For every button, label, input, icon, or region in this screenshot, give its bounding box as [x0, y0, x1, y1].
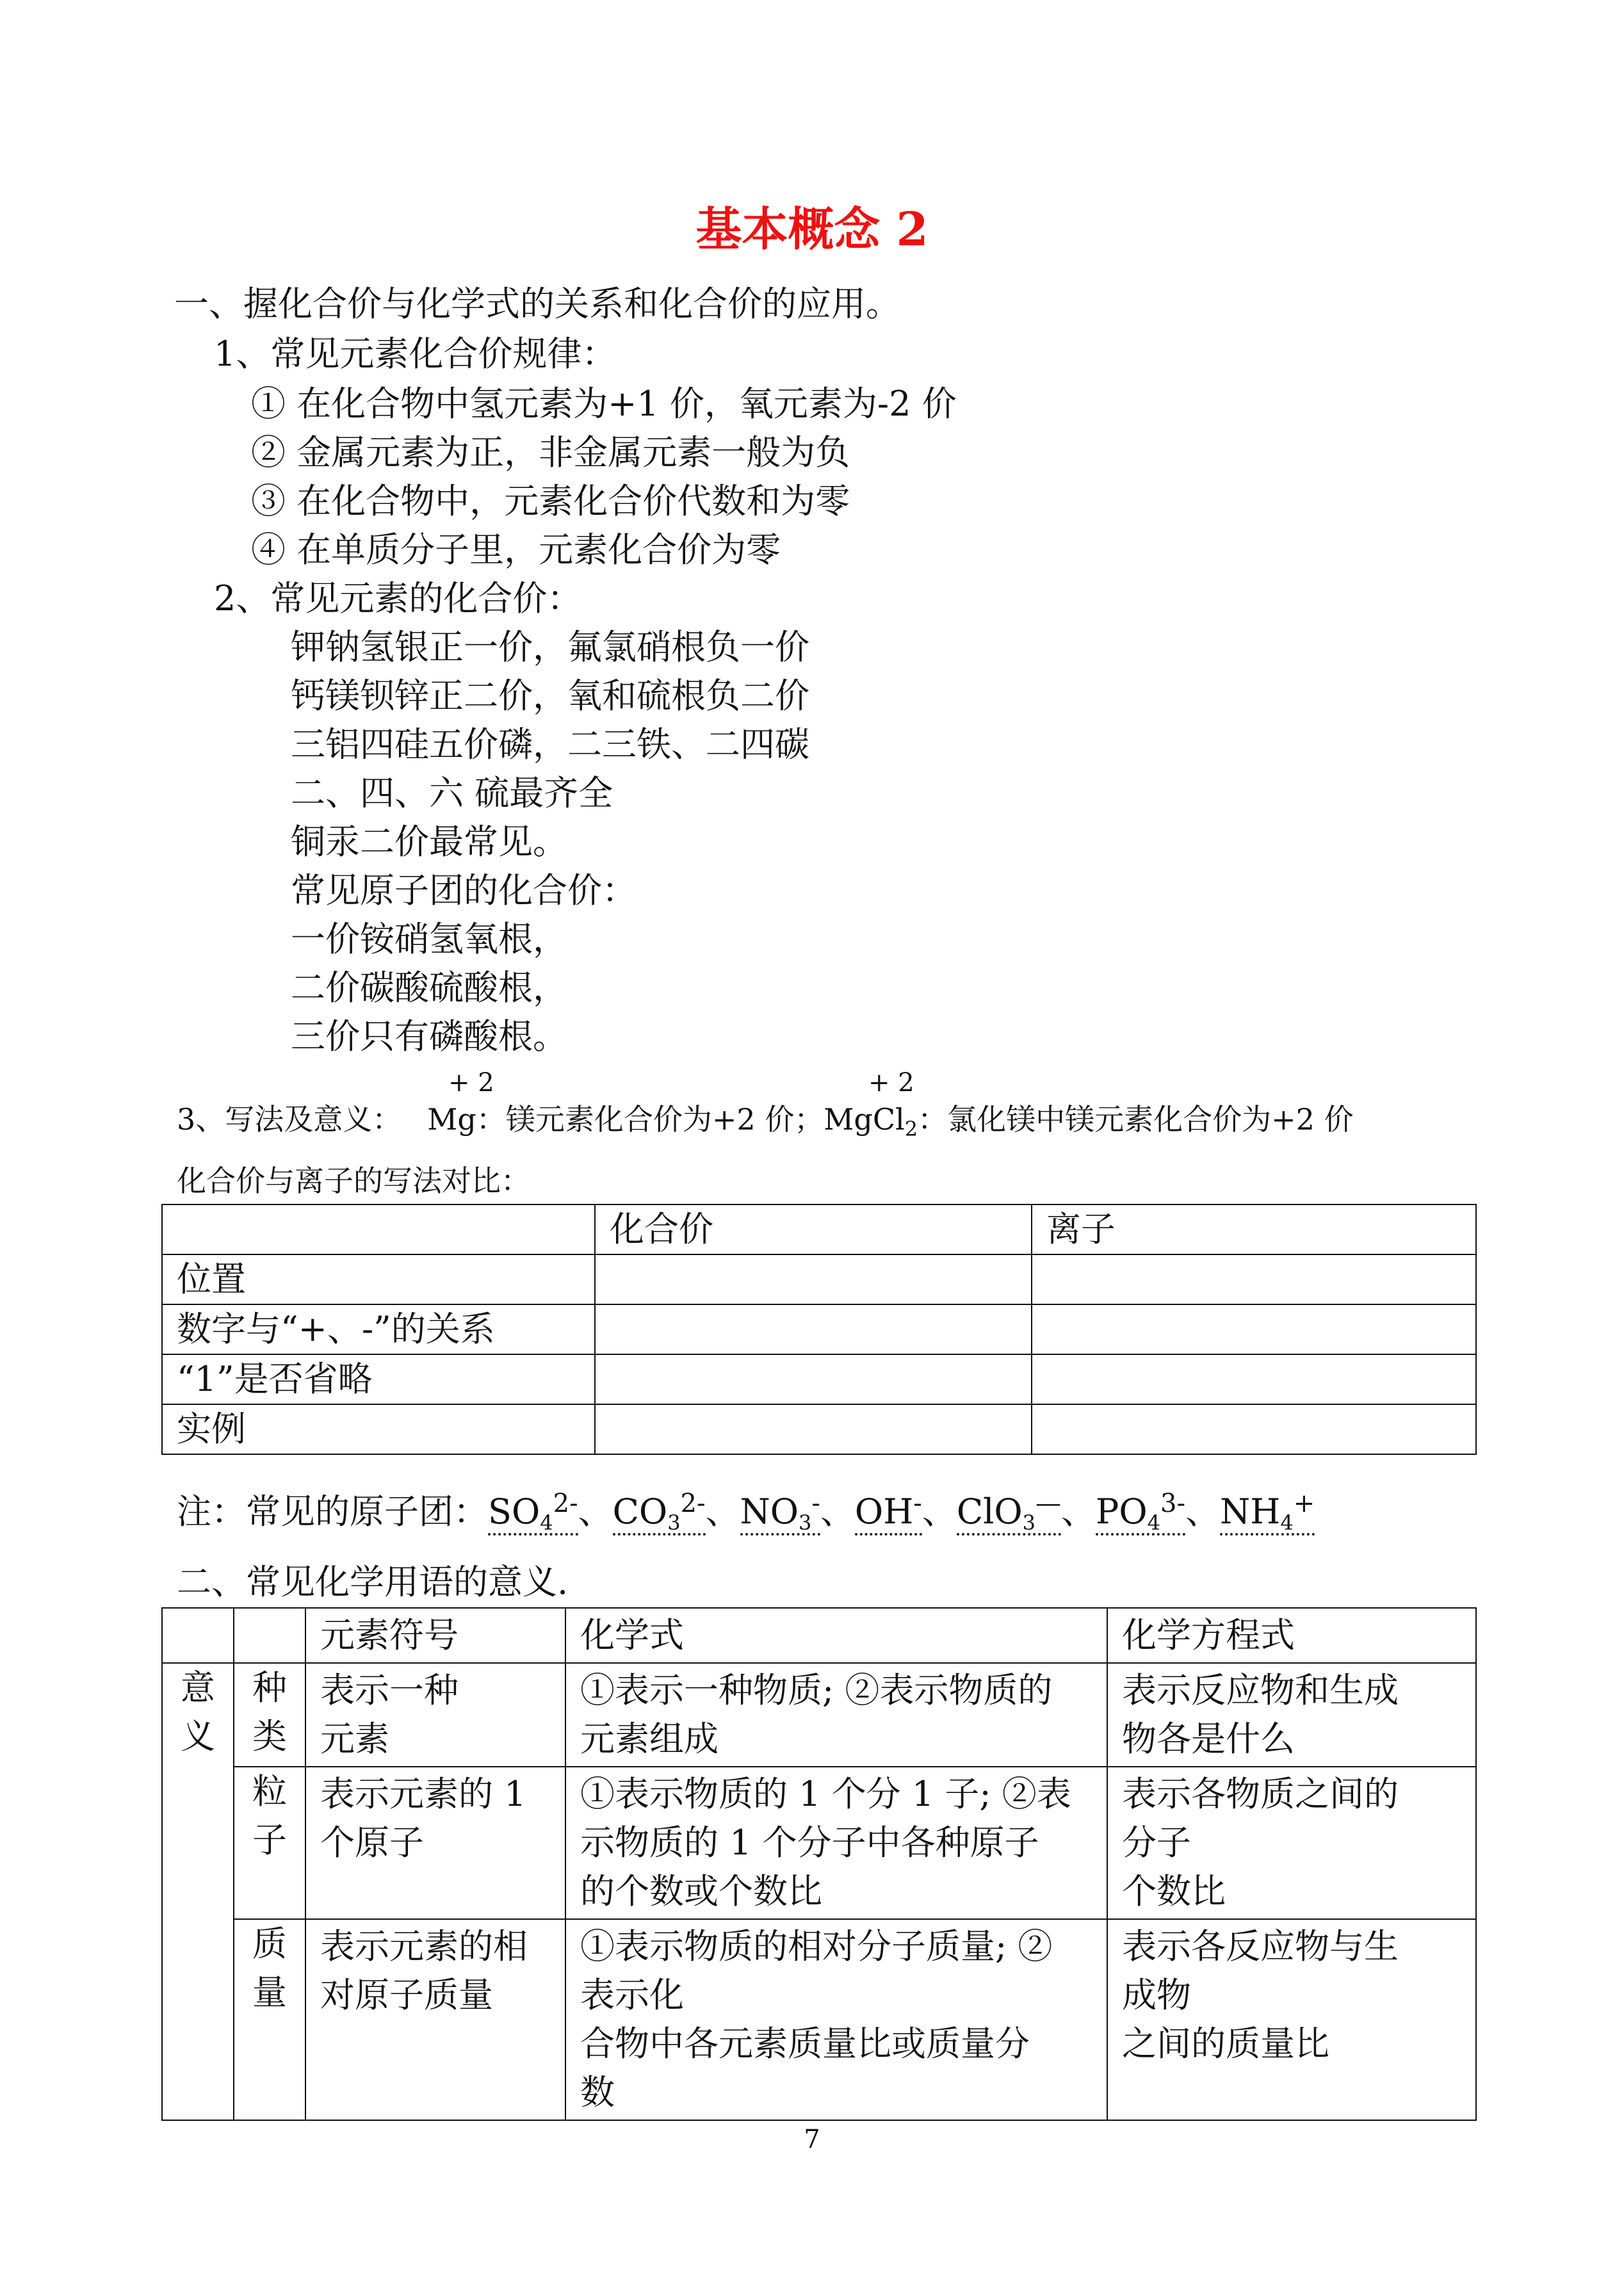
rule-4: ④ 在单质分子里，元素化合价为零	[251, 530, 781, 570]
page-number: 7	[804, 2125, 820, 2154]
ion-separator: 、	[578, 1491, 613, 1532]
ion-subscript: 3	[1022, 1511, 1036, 1535]
table-row	[162, 1663, 1476, 1767]
table-cell	[1032, 1304, 1476, 1354]
table-header-cell: 化学方程式	[1107, 1608, 1476, 1663]
table-header-cell: 元素符号	[305, 1608, 565, 1663]
table-cell: 表示一种 元素	[305, 1663, 565, 1767]
table-cell: 表示各反应物与生 成物 之间的质量比	[1107, 1919, 1476, 2120]
table-cell: ①表示物质的相对分子质量; ② 表示化 合物中各元素质量比或质量分 数	[565, 1919, 1107, 2120]
compare-label: 化合价与离子的写法对比：	[177, 1164, 530, 1198]
table-row	[162, 1204, 1476, 1254]
ion-subscript: 4	[540, 1511, 553, 1535]
ion-charge: 2-	[680, 1489, 706, 1518]
table-cell: 表示各物质之间的 分子 个数比	[1107, 1767, 1476, 1919]
row-label: “1”是否省略	[162, 1354, 595, 1404]
mnemonic-line: 钾钠氢银正一价，氟氯硝根负一价	[291, 627, 809, 667]
formula-mgcl2-subscript: 2	[904, 1117, 918, 1141]
mnemonic-line: 常见原子团的化合价：	[291, 870, 637, 911]
ion-base: NH	[1219, 1491, 1281, 1532]
mnemonic-line: 二、四、六 硫最齐全	[291, 773, 613, 813]
formula-mgcl2: MgCl	[824, 1102, 905, 1137]
ion-charge: -	[913, 1489, 922, 1518]
table-row	[162, 1304, 1476, 1354]
table-header-cell: 化合价	[595, 1204, 1032, 1254]
row-label: 位置	[162, 1254, 595, 1304]
table-cell	[1032, 1254, 1476, 1304]
compare-table	[161, 1204, 1477, 1455]
table-cell: ①表示一种物质; ②表示物质的 元素组成	[565, 1663, 1107, 1767]
ion-formula	[957, 1491, 1061, 1536]
table-header-cell: 化学式	[565, 1608, 1107, 1663]
ion-separator: 、	[1061, 1491, 1096, 1532]
ion-separator: 、	[1185, 1491, 1220, 1532]
row-label: 实例	[162, 1404, 595, 1454]
category-cell: 粒 子	[234, 1767, 305, 1919]
row-label: 数字与“+、-”的关系	[162, 1304, 595, 1354]
ion-charge: —	[1035, 1489, 1062, 1518]
ion-subscript: 4	[1280, 1511, 1294, 1535]
ion-formula	[740, 1491, 820, 1536]
table-cell: 表示元素的 1 个原子	[305, 1767, 565, 1919]
rule-1: ① 在化合物中氢元素为+1 价，氧元素为-2 价	[251, 384, 957, 424]
ion-separator: 、	[820, 1491, 855, 1532]
ion-formula	[488, 1491, 578, 1536]
ion-base: ClO	[956, 1491, 1023, 1532]
mnemonic-line: 铜汞二价最常见。	[291, 822, 567, 862]
ion-base: NO	[740, 1491, 799, 1532]
mnemonic-line: 钙镁钡锌正二价，氧和硫根负二价	[291, 676, 809, 716]
table-row	[162, 1404, 1476, 1454]
section2-heading: 二、常见化学用语的意义.	[177, 1562, 569, 1602]
table-cell: 表示反应物和生成 物各是什么	[1107, 1663, 1476, 1767]
category-cell: 种 类	[234, 1663, 305, 1767]
valence-mark-mgcl2: + 2	[868, 1068, 914, 1098]
category-cell: 质 量	[234, 1919, 305, 2120]
ion-subscript: 3	[799, 1511, 812, 1535]
subheading-valences: 2、常见元素的化合价：	[214, 578, 582, 619]
mnemonic-line: 二价碳酸硫酸根，	[291, 968, 567, 1008]
ion-charge: +	[1293, 1489, 1315, 1518]
formula-mg-desc: ：镁元素化合价为+2 价；	[476, 1102, 824, 1137]
ion-formula	[613, 1491, 706, 1536]
page-title: 基本概念 2	[695, 202, 929, 256]
formula-mg: Mg	[427, 1102, 476, 1137]
ion-charge: 2-	[553, 1489, 578, 1518]
mnemonic-line: 三铝四硅五价磷，二三铁、二四碳	[291, 724, 809, 765]
ion-subscript: 3	[667, 1511, 681, 1535]
subheading-rules: 1、常见元素化合价规律：	[214, 334, 617, 374]
table-header-cell	[162, 1608, 234, 1663]
table-cell	[1032, 1354, 1476, 1404]
rule-2: ② 金属元素为正，非金属元素一般为负	[251, 432, 850, 473]
ion-list	[488, 1491, 1315, 1536]
ion-formula	[855, 1491, 922, 1536]
table-cell	[595, 1304, 1032, 1354]
ion-formula	[1096, 1491, 1185, 1536]
table-row	[162, 1919, 1476, 2120]
notation-line	[177, 1096, 1354, 1141]
table-row	[162, 1608, 1476, 1663]
table-cell	[595, 1354, 1032, 1404]
mnemonic-line: 一价铵硝氢氧根，	[291, 919, 567, 959]
notation-label: 3、写法及意义：	[177, 1102, 402, 1137]
ion-base: PO	[1096, 1491, 1148, 1532]
side-label: 意 义	[162, 1663, 234, 2120]
table-header-cell	[234, 1608, 305, 1663]
table-cell	[1032, 1404, 1476, 1454]
table-cell	[595, 1404, 1032, 1454]
ion-separator: 、	[922, 1491, 957, 1532]
ion-separator: 、	[705, 1491, 740, 1532]
table-header-cell	[162, 1204, 595, 1254]
ion-formula	[1220, 1491, 1315, 1536]
table-cell	[595, 1254, 1032, 1304]
table-row	[162, 1767, 1476, 1919]
table-header-cell: 离子	[1032, 1204, 1476, 1254]
table-row	[162, 1254, 1476, 1304]
ion-charge: 3-	[1160, 1489, 1185, 1518]
table-cell: 表示元素的相 对原子质量	[305, 1919, 565, 2120]
ion-base: SO	[488, 1491, 540, 1532]
ion-note	[177, 1484, 1315, 1535]
formula-mgcl2-desc: ：氯化镁中镁元素化合价为+2 价	[918, 1102, 1354, 1137]
valence-mark-mg: + 2	[448, 1068, 494, 1098]
ion-charge: -	[811, 1489, 820, 1518]
ion-note-label: 注：常见的原子团：	[177, 1491, 488, 1532]
mnemonic-line: 三价只有磷酸根。	[291, 1016, 567, 1057]
section1-heading: 一、握化合价与化学式的关系和化合价的应用。	[174, 284, 900, 324]
ion-base: CO	[612, 1491, 668, 1532]
meaning-table	[161, 1607, 1477, 2121]
table-row	[162, 1354, 1476, 1404]
rule-3: ③ 在化合物中，元素化合价代数和为零	[251, 481, 850, 521]
ion-subscript: 4	[1147, 1511, 1160, 1535]
ion-base: OH	[854, 1491, 914, 1532]
table-cell: ①表示物质的 1 个分 1 子; ②表 示物质的 1 个分子中各种原子 的个数或个数比	[565, 1767, 1107, 1919]
